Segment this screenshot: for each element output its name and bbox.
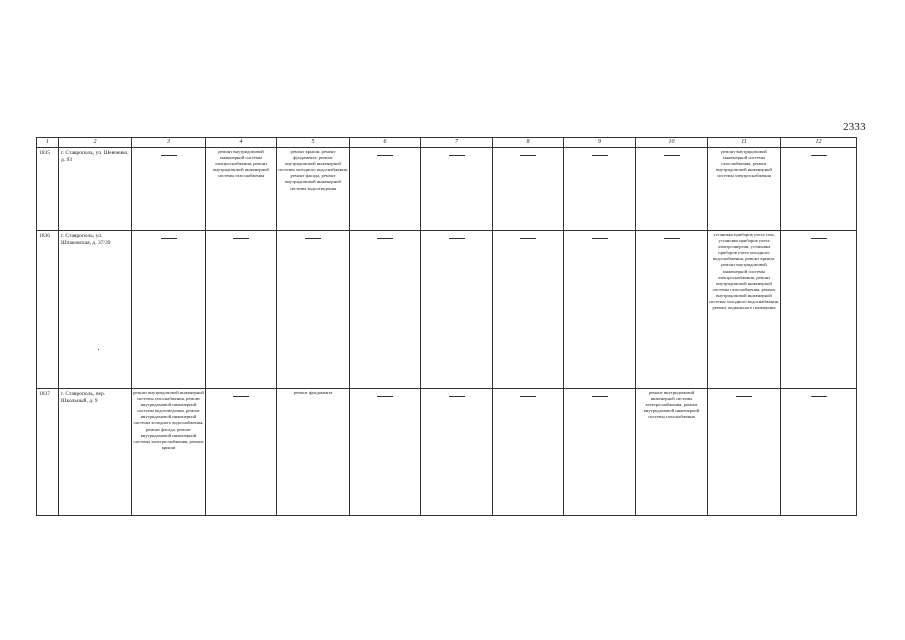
empty-cell xyxy=(708,389,781,516)
address-cell: г. Ставрополь, пер. Школьный, д. 9 xyxy=(59,389,132,516)
empty-cell xyxy=(636,148,708,231)
dash-mark xyxy=(664,155,680,156)
empty-cell xyxy=(132,231,206,389)
address-cell: г. Ставрополь, ул. Шпаковская, д. 37/39 xyxy=(59,231,132,389)
empty-cell xyxy=(781,148,857,231)
header-cell: 11 xyxy=(708,138,781,148)
empty-cell xyxy=(493,148,564,231)
header-cell: 9 xyxy=(564,138,636,148)
dash-mark xyxy=(811,396,827,397)
row-number: 1836 xyxy=(37,231,59,389)
empty-cell xyxy=(350,148,421,231)
empty-cell xyxy=(493,389,564,516)
dash-mark xyxy=(664,238,680,239)
work-cell: ремонт крыши, ремонт фундамента, ремонт внутридомовой инженерной системы холодного водоснабжения, ремонт фасада, ремонт внутридомовой инженерной системы водоотведения xyxy=(277,148,350,231)
repair-schedule-table xyxy=(36,137,857,516)
empty-cell xyxy=(493,231,564,389)
empty-cell xyxy=(781,231,857,389)
dash-mark xyxy=(377,396,393,397)
table-row xyxy=(37,148,857,231)
work-cell: ремонт внутридомовой инженерной системы газоснабжения, ремонт внутридомовой инженерной системы электроснабжения xyxy=(708,148,781,231)
dash-mark xyxy=(592,155,608,156)
dash-mark xyxy=(736,396,752,397)
header-cell: 6 xyxy=(350,138,421,148)
empty-cell xyxy=(132,148,206,231)
empty-cell xyxy=(564,231,636,389)
scan-speck xyxy=(98,349,99,350)
work-cell: установка приборов учета газа, установка приборов учета электроэнергии, установка приборов учета холодного водоснабжения, ремонт крыши, ремонт внутридомовой инженерной системы электроснабжения, ремонт внутридомовой инженерной системы газоснабжения, ремонт внутридомовой инженерной системы холодного водоснабжения, ремонт подвального помещения xyxy=(708,231,781,389)
header-cell: 10 xyxy=(636,138,708,148)
header-cell: 2 xyxy=(59,138,132,148)
dash-mark xyxy=(520,238,536,239)
dash-mark xyxy=(233,396,249,397)
header-row xyxy=(37,138,857,148)
address-cell: г. Ставрополь, ул. Шевченко, д. 93 xyxy=(59,148,132,231)
empty-cell xyxy=(564,148,636,231)
empty-cell xyxy=(636,231,708,389)
dash-mark xyxy=(811,238,827,239)
dash-mark xyxy=(377,238,393,239)
header-cell: 5 xyxy=(277,138,350,148)
dash-mark xyxy=(811,155,827,156)
table-row xyxy=(37,231,857,389)
header-cell: 8 xyxy=(493,138,564,148)
dash-mark xyxy=(305,238,321,239)
dash-mark xyxy=(449,238,465,239)
empty-cell xyxy=(781,389,857,516)
header-cell: 4 xyxy=(206,138,277,148)
dash-mark xyxy=(520,155,536,156)
dash-mark xyxy=(161,238,177,239)
empty-cell xyxy=(350,389,421,516)
empty-cell xyxy=(277,231,350,389)
dash-mark xyxy=(520,396,536,397)
empty-cell xyxy=(421,389,493,516)
work-cell: ремонт внутридомовой инженерной системы электроснабжения, ремонт внутридомовой инженерной системы газоснабжения xyxy=(206,148,277,231)
dash-mark xyxy=(161,155,177,156)
row-number: 1835 xyxy=(37,148,59,231)
work-cell: ремонт внутридомовой инженерной системы газоснабжения, ремонт внутридомовой инженерной системы водоотведения, ремонт внутридомовой инженерной системы холодного водоснабжения, ремонт фасада, ремонт внутридомовой инженерной системы электроснабжения, ремонт крыши xyxy=(132,389,206,516)
header-cell: 7 xyxy=(421,138,493,148)
empty-cell xyxy=(421,231,493,389)
work-cell: ремонт внутридомовой инженерной системы электроснабжения, ремонт внутридомовой инженерной системы газоснабжения xyxy=(636,389,708,516)
work-cell: ремонт фундамента xyxy=(277,389,350,516)
header-cell: 3 xyxy=(132,138,206,148)
dash-mark xyxy=(449,155,465,156)
empty-cell xyxy=(421,148,493,231)
dash-mark xyxy=(592,238,608,239)
row-number: 1837 xyxy=(37,389,59,516)
table-row xyxy=(37,389,857,516)
page-number: 2333 xyxy=(843,121,866,133)
dash-mark xyxy=(377,155,393,156)
empty-cell xyxy=(350,231,421,389)
dash-mark xyxy=(592,396,608,397)
empty-cell xyxy=(206,389,277,516)
empty-cell xyxy=(206,231,277,389)
empty-cell xyxy=(564,389,636,516)
dash-mark xyxy=(449,396,465,397)
header-cell: 1 xyxy=(37,138,59,148)
dash-mark xyxy=(233,238,249,239)
header-cell: 12 xyxy=(781,138,857,148)
